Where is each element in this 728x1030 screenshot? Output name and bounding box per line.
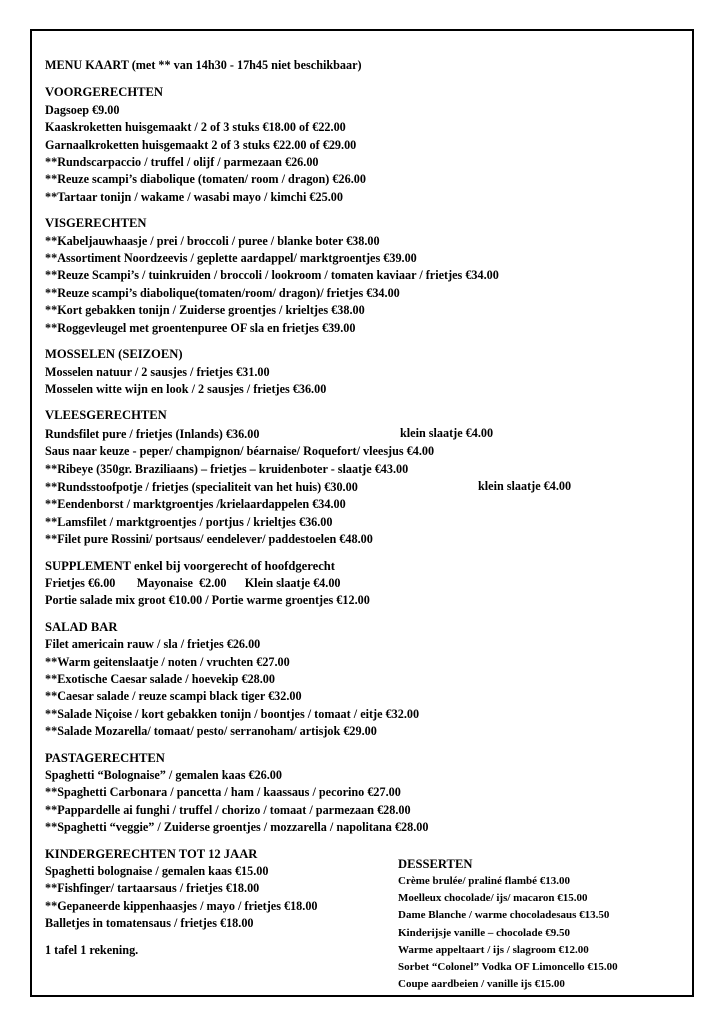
footer-note: 1 tafel 1 rekening. — [45, 942, 139, 957]
menu-item: Kaaskroketten huisgemaakt / 2 of 3 stuks €18.00 of €22.00 — [45, 120, 346, 135]
menu-item: **Warm geitenslaatje / noten / vruchten €27.00 — [45, 654, 290, 669]
section-heading: MOSSELEN (SEIZOEN) — [45, 347, 183, 362]
menu-item: Warme appeltaart / ijs / slagroom €12.00 — [398, 943, 589, 956]
section-heading: SALAD BAR — [45, 619, 118, 634]
section-salad-bar — [45, 619, 685, 741]
menu-item: Spaghetti bolognaise / gemalen kaas €15.00 — [45, 864, 269, 879]
menu-item: Saus naar keuze - peper/ champignon/ béarnaise/ Roquefort/ vleesjus €4.00 — [45, 444, 435, 459]
menu-item: **Spaghetti “veggie” / Zuiderse groentjes / mozzarella / napolitana €28.00 — [45, 820, 429, 835]
menu-item: Mosselen natuur / 2 sausjes / frietjes €31.00 — [45, 364, 270, 379]
section-mosselen — [45, 346, 685, 398]
menu-item: Frietjes €6.00 Mayonaise €2.00 Klein slaatje €4.00 — [45, 575, 341, 590]
section-supplement — [45, 558, 685, 610]
menu-item: **Reuze Scampi’s / tuinkruiden / broccoli / lookroom / tomaten kaviaar / frietjes €34.00 — [45, 268, 499, 283]
menu-item: **Reuze scampi’s diabolique (tomaten/ room / dragon) €26.00 — [45, 172, 366, 187]
menu-item: **Reuze scampi’s diabolique(tomaten/room/ dragon)/ frietjes €34.00 — [45, 285, 400, 300]
menu-item: **Filet pure Rossini/ portsaus/ eendelever/ paddestoelen €48.00 — [45, 532, 373, 547]
menu-item: Filet americain rauw / sla / frietjes €26.00 — [45, 637, 261, 652]
section-heading: VLEESGERECHTEN — [45, 408, 167, 423]
menu-item: Rundsfilet pure / frietjes (Inlands) €36.00 — [45, 426, 260, 441]
menu-item: Mosselen witte wijn en look / 2 sausjes / frietjes €36.00 — [45, 381, 327, 396]
menu-item: Moelleux chocolade/ ijs/ macaron €15.00 — [398, 891, 588, 904]
menu-item: **Pappardelle ai funghi / truffel / chorizo / tomaat / parmezaan €28.00 — [45, 802, 411, 817]
menu-title: MENU KAART (met ** van 14h30 - 17h45 niet beschikbaar) — [45, 58, 362, 72]
section-vleesgerechten — [45, 407, 685, 548]
menu-item: **Exotische Caesar salade / hoevekip €28.00 — [45, 672, 275, 686]
menu-item: **Roggevleugel met groentenpuree OF sla en frietjes €39.00 — [45, 320, 356, 335]
menu-item: **Rundscarpaccio / truffel / olijf / parmezaan €26.00 — [45, 155, 319, 170]
menu-content — [45, 57, 685, 991]
menu-item: Dame Blanche / warme chocoladesaus €13.50 — [398, 909, 610, 922]
menu-item: **Ribeye (350gr. Braziliaans) – frietjes – kruidenboter - slaatje €43.00 — [45, 461, 409, 476]
menu-item: Coupe aardbeien / vanille ijs €15.00 — [398, 978, 565, 991]
menu-item: Crème brulée/ praliné flambé €13.00 — [398, 874, 570, 887]
menu-item: Balletjes in tomatensaus / frietjes €18.00 — [45, 916, 254, 931]
section-voorgerechten — [45, 84, 685, 206]
menu-item: Kinderijsje vanille – chocolade €9.50 — [398, 926, 571, 939]
menu-item: Sorbet “Colonel” Vodka OF Limoncello €15.00 — [398, 961, 618, 974]
side-item: klein slaatje €4.00 — [478, 478, 572, 493]
menu-item: **Fishfinger/ tartaarsaus / frietjes €18.00 — [45, 881, 260, 896]
menu-item: Portie salade mix groot €10.00 / Portie warme groentjes €12.00 — [45, 593, 370, 608]
menu-item: **Eendenborst / marktgroentjes /krielaardappelen €34.00 — [45, 497, 346, 512]
section-visgerechten — [45, 215, 685, 337]
menu-item-row — [45, 478, 685, 496]
section-desserten — [398, 855, 688, 994]
section-kindergerechten — [45, 846, 395, 959]
menu-item: **Assortiment Noordzeevis / geplette aardappel/ marktgroentjes €39.00 — [45, 251, 417, 266]
menu-item: **Tartaar tonijn / wakame / wasabi mayo / kimchi €25.00 — [45, 189, 343, 204]
menu-item: Spaghetti “Bolognaise” / gemalen kaas €26.00 — [45, 768, 282, 783]
menu-item: **Gepaneerde kippenhaasjes / mayo / frietjes €18.00 — [45, 898, 318, 913]
section-heading: KINDERGERECHTEN TOT 12 JAAR — [45, 846, 258, 861]
menu-item: **Salade Mozarella/ tomaat/ pesto/ serranoham/ artisjok €29.00 — [45, 724, 377, 739]
menu-item: Garnaalkroketten huisgemaakt 2 of 3 stuks €22.00 of €29.00 — [45, 137, 357, 152]
menu-item: **Caesar salade / reuze scampi black tiger €32.00 — [45, 689, 302, 704]
menu-item-row — [45, 425, 685, 443]
section-heading: VISGERECHTEN — [45, 216, 147, 231]
menu-item: **Kabeljauwhaasje / prei / broccoli / puree / blanke boter €38.00 — [45, 233, 380, 248]
menu-item: Dagsoep €9.00 — [45, 102, 120, 117]
section-heading: VOORGERECHTEN — [45, 85, 164, 100]
side-item: klein slaatje €4.00 — [400, 425, 494, 440]
section-heading: SUPPLEMENT enkel bij voorgerecht of hoofdgerecht — [45, 558, 335, 573]
menu-item: **Lamsfilet / marktgroentjes / portjus / krieltjes €36.00 — [45, 514, 333, 529]
menu-item: **Spaghetti Carbonara / pancetta / ham / kaassaus / pecorino €27.00 — [45, 785, 401, 800]
section-pasta — [45, 750, 685, 837]
section-heading: PASTAGERECHTEN — [45, 750, 165, 765]
menu-item: **Rundsstoofpotje / frietjes (specialiteit van het huis) €30.00 — [45, 479, 358, 494]
section-heading: DESSERTEN — [398, 856, 473, 871]
menu-item: **Kort gebakken tonijn / Zuiderse groentjes / krieltjes €38.00 — [45, 303, 365, 318]
menu-item: **Salade Niçoise / kort gebakken tonijn / boontjes / tomaat / eitje €32.00 — [45, 706, 420, 721]
